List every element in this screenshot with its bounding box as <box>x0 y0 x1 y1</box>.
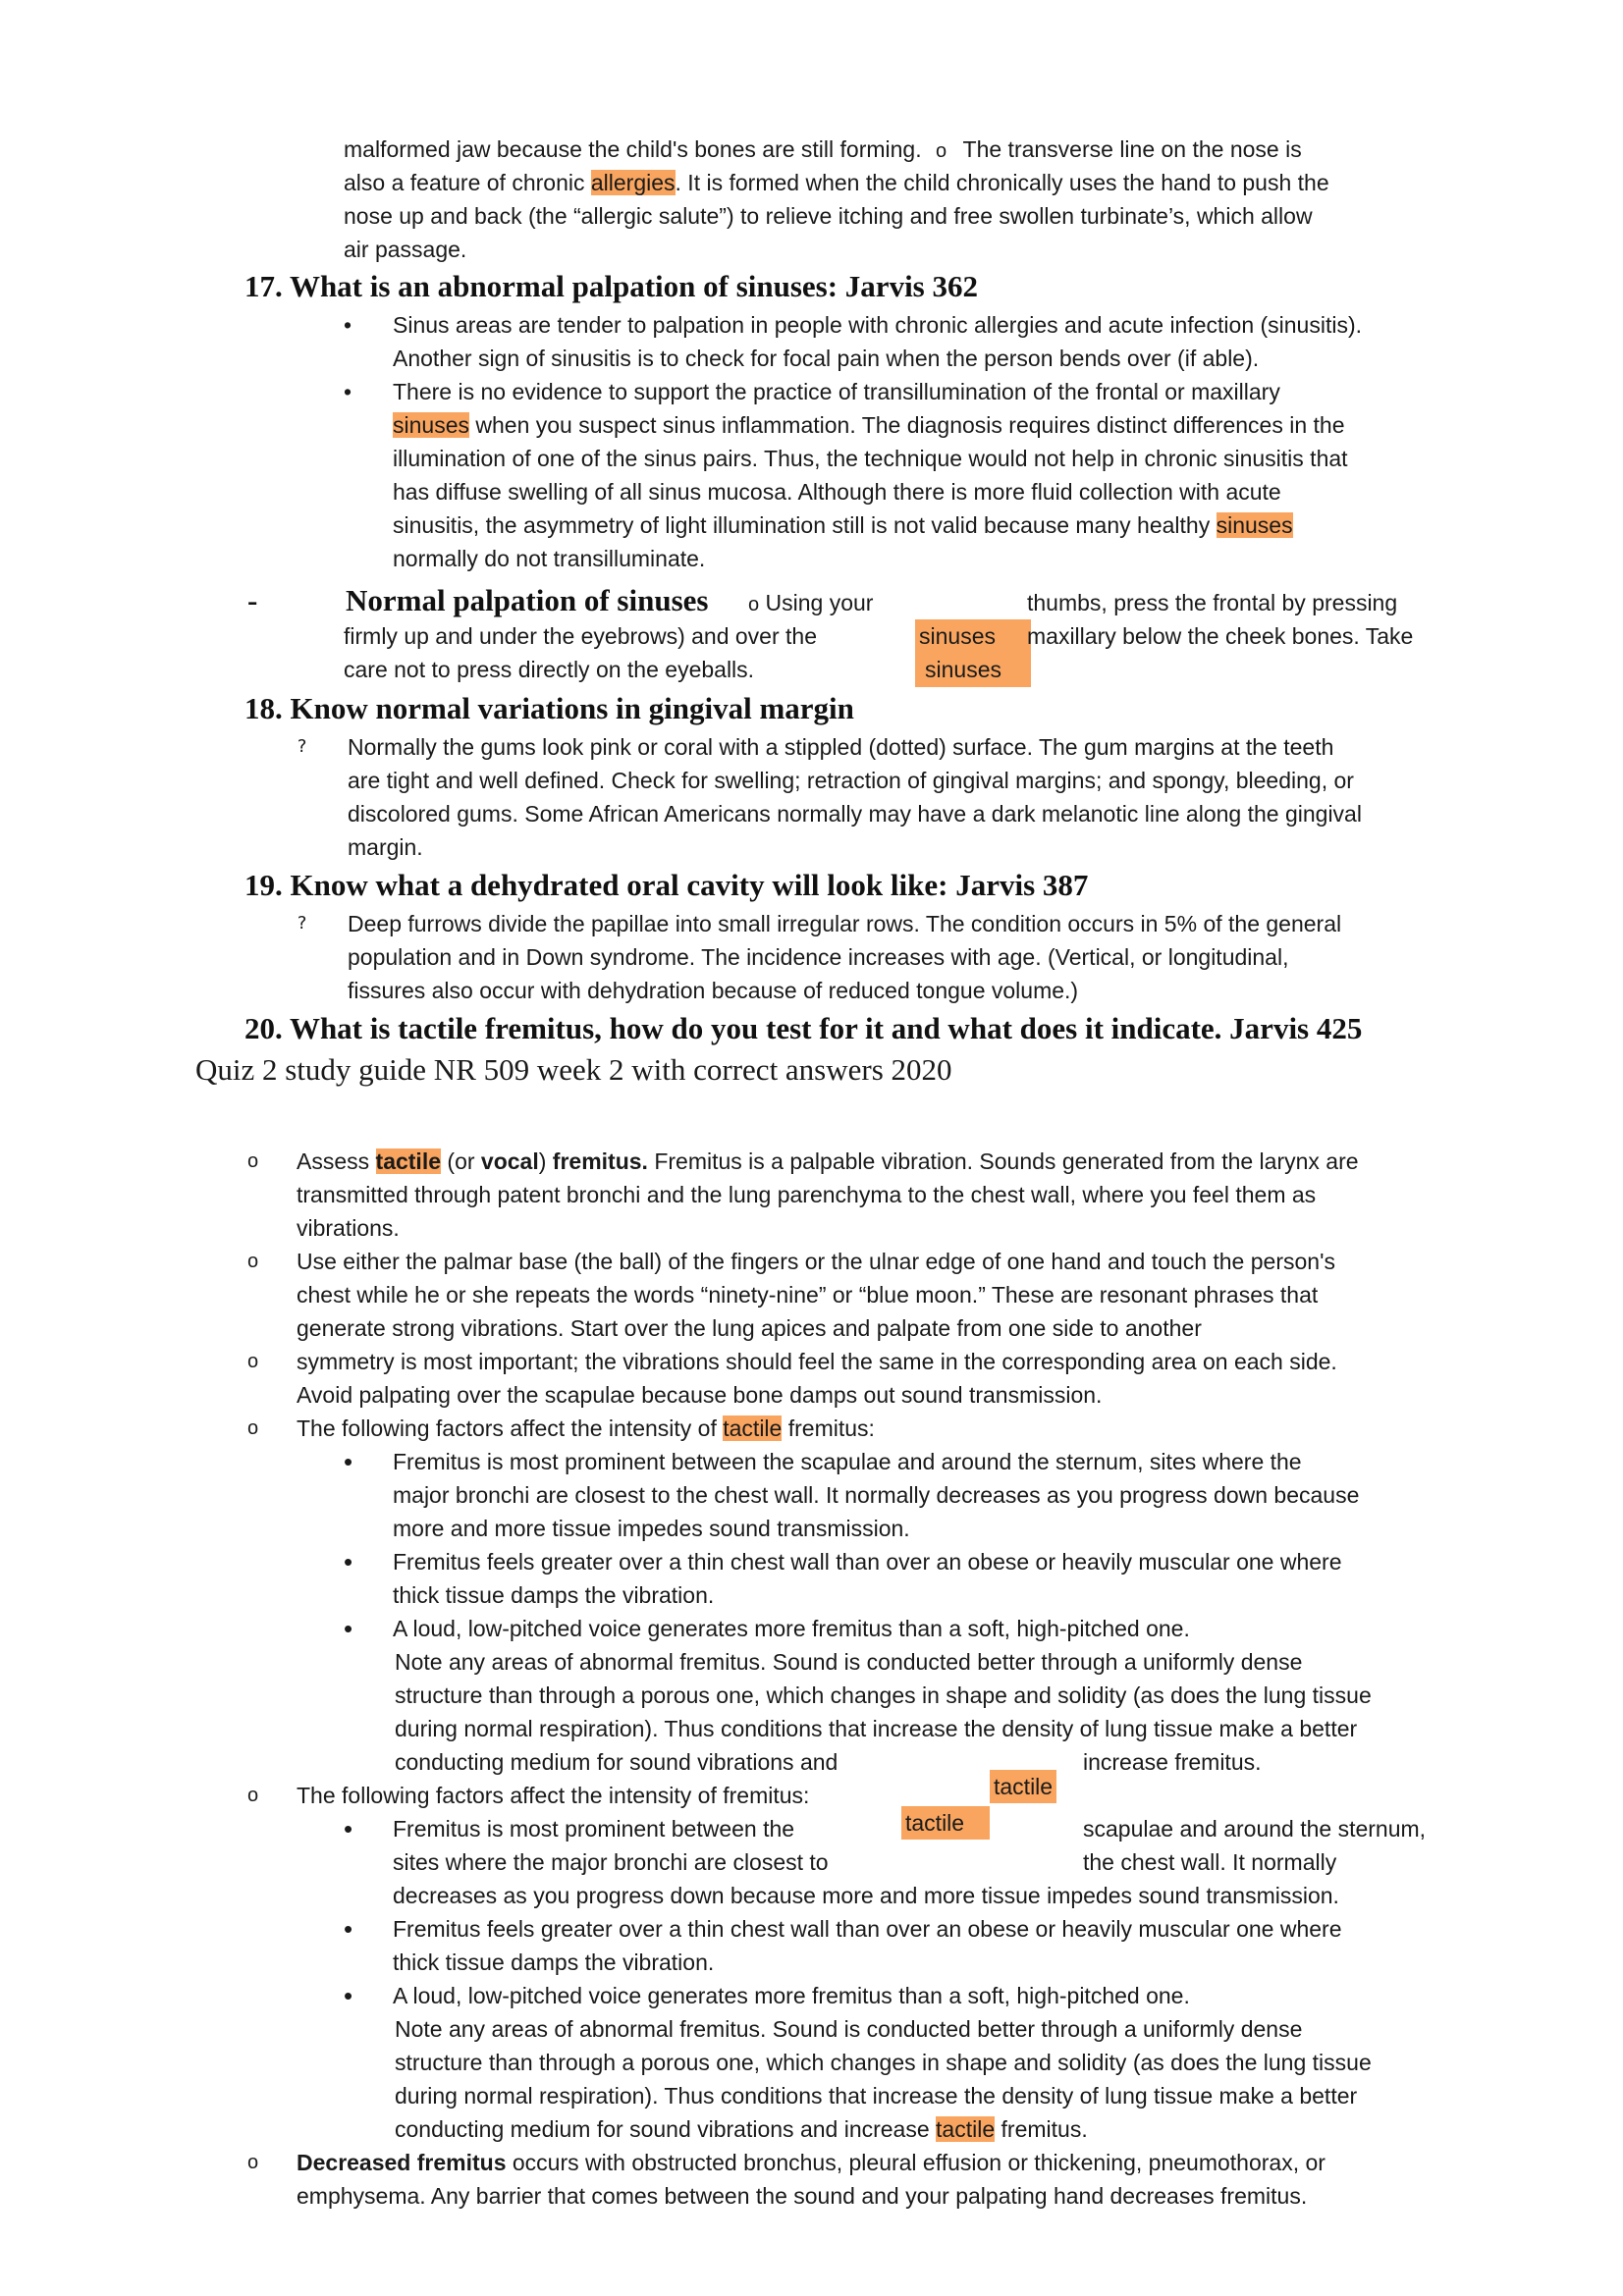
s3-line-1: symmetry is most important; the vibrations should feel the same in the corresponding area on each side. <box>297 1349 1337 1374</box>
normal-line-2a: firmly up and under the eyebrows) and over the <box>344 623 817 649</box>
q17-bullet-1-line-2: Another sign of sinusitis is to check for focal pain when the person bends over (if able). <box>393 346 1260 371</box>
q17-bullet-2-line-1: There is no evidence to support the practice of transillumination of the frontal or maxillary <box>393 379 1280 404</box>
s4-bullet-2-line-2: thick tissue damps the vibration. <box>393 1582 715 1608</box>
intro-line-3: nose up and back (the “allergic salute”) to relieve itching and free swollen turbinate’s, which allow <box>344 203 1313 229</box>
q17-bullet-2-line-4: has diffuse swelling of all sinus mucosa. Although there is more fluid collection with acute <box>393 479 1281 505</box>
s5-bullet-1-line-2b: the chest wall. It normally <box>1083 1849 1337 1875</box>
q17-bullet-2-line-6: normally do not transilluminate. <box>393 546 706 571</box>
normal-line-1a <box>748 586 873 621</box>
s4-note-line-4a: conducting medium for sound vibrations and <box>395 1749 839 1775</box>
circle-bullet-icon: o <box>247 1351 259 1372</box>
s6-line-2: emphysema. Any barrier that comes between the sound and your palpating hand decreases fremitus. <box>297 2183 1308 2209</box>
bullet-icon: • <box>344 1914 353 1944</box>
s4-note-line-1: Note any areas of abnormal fremitus. Sound is conducted better through a uniformly dense <box>395 1649 1303 1675</box>
s4-bullet-3-line-1: A loud, low-pitched voice generates more fremitus than a soft, high-pitched one. <box>393 1616 1190 1641</box>
s5-bullet-3-line-1: A loud, low-pitched voice generates more fremitus than a soft, high-pitched one. <box>393 1983 1190 2008</box>
q17-bullet-2-line-5 <box>393 508 1293 542</box>
missing-glyph-icon: ? <box>297 913 307 934</box>
highlight-sinuses-box <box>915 619 1031 687</box>
highlight-tactile: tactile <box>990 1770 1056 1803</box>
circle-bullet-icon: o <box>247 2152 259 2173</box>
intro-line-2 <box>344 166 1329 199</box>
q17-bullet-2-line-3: illumination of one of the sinus pairs. Thus, the technique would not help in chronic sinusitis that <box>393 446 1348 471</box>
s4-bullet-1-line-1: Fremitus is most prominent between the scapulae and around the sternum, sites where the <box>393 1449 1302 1474</box>
s4-line-1 <box>297 1412 875 1445</box>
s1-text: (or <box>441 1148 481 1174</box>
highlight-allergies: allergies <box>590 170 676 195</box>
s5-bullet-2-line-2: thick tissue damps the vibration. <box>393 1949 715 1975</box>
s5-bullet-1-line-3: decreases as you progress down because more and more tissue impedes sound transmission. <box>393 1883 1339 1908</box>
normal-line-1b: thumbs, press the frontal by pressing <box>1027 590 1398 615</box>
q17-bullet-1-line-1: Sinus areas are tender to palpation in people with chronic allergies and acute infection (sinusitis). <box>393 312 1363 338</box>
s1-text: Fremitus is a palpable vibration. Sounds generated from the larynx are <box>647 1148 1359 1174</box>
s5-text: fremitus. <box>995 2116 1088 2142</box>
s6-line-1 <box>297 2146 1325 2179</box>
s1-text: Assess <box>297 1148 376 1174</box>
highlight-sinuses: sinuses <box>925 657 1001 682</box>
s5-note-line-2: structure than through a porous one, which changes in shape and solidity (as does the lung tissue <box>395 2050 1372 2075</box>
highlight-tactile: tactile <box>936 2116 996 2142</box>
page-footer-title: Quiz 2 study guide NR 509 week 2 with correct answers 2020 <box>195 1052 952 1087</box>
s4-note-line-3: during normal respiration). Thus conditions that increase the density of lung tissue make a better <box>395 1716 1358 1741</box>
q18-line-1: Normally the gums look pink or coral with a stippled (dotted) surface. The gum margins at the teeth <box>348 734 1334 760</box>
normal-text: Using your <box>765 590 874 615</box>
question-20-heading: 20. What is tactile fremitus, how do you test for it and what does it indicate. Jarvis 425 <box>244 1011 1363 1045</box>
s5-note-line-1: Note any areas of abnormal fremitus. Sound is conducted better through a uniformly dense <box>395 2016 1303 2042</box>
s3-line-2: Avoid palpating over the scapulae because bone damps out sound transmission. <box>297 1382 1103 1408</box>
s1-bold-text: fremitus. <box>552 1148 648 1174</box>
s4-note-line-2: structure than through a porous one, which changes in shape and solidity (as does the lung tissue <box>395 1682 1372 1708</box>
intro-text: The transverse line on the nose is <box>962 136 1302 162</box>
s1-line-3: vibrations. <box>297 1215 400 1241</box>
q17-bullet-2-line-2 <box>393 408 1345 442</box>
circle-bullet-icon: o <box>936 140 947 162</box>
bullet-icon: • <box>344 1547 353 1576</box>
bullet-icon: • <box>344 1814 353 1843</box>
s4-text: fremitus: <box>782 1415 875 1441</box>
s2-line-3: generate strong vibrations. Start over the lung apices and palpate from one side to another <box>297 1315 1202 1341</box>
s2-line-2: chest while he or she repeats the words “ninety-nine” or “blue moon.” These are resonant phrases that <box>297 1282 1319 1308</box>
circle-bullet-icon: o <box>748 594 760 615</box>
intro-text: . It is formed when the child chronically uses the hand to push the <box>675 170 1329 195</box>
s4-text: The following factors affect the intensity of <box>297 1415 724 1441</box>
intro-line-4: air passage. <box>344 237 467 262</box>
s4-bullet-2-line-1: Fremitus feels greater over a thin chest wall than over an obese or heavily muscular one where <box>393 1549 1342 1575</box>
s6-bold-text: Decreased fremitus <box>297 2150 507 2175</box>
s5-bullet-1-line-1b: scapulae and around the sternum, <box>1083 1816 1427 1842</box>
s5-line-1: The following factors affect the intensity of fremitus: <box>297 1783 810 1808</box>
s5-bullet-1-line-2a: sites where the major bronchi are closest to <box>393 1849 829 1875</box>
q18-line-4: margin. <box>348 834 423 860</box>
bullet-icon: • <box>344 1614 353 1643</box>
s4-note-line-4b: increase fremitus. <box>1083 1749 1262 1775</box>
bullet-icon: • <box>344 1447 353 1476</box>
circle-bullet-icon: o <box>247 1417 259 1439</box>
bullet-icon: • <box>344 379 352 404</box>
highlight-sinuses: sinuses <box>919 623 996 649</box>
s5-note-line-3: during normal respiration). Thus conditions that increase the density of lung tissue make a better <box>395 2083 1358 2109</box>
circle-bullet-icon: o <box>247 1251 259 1272</box>
highlight-sinuses: sinuses <box>1216 512 1293 538</box>
q17-text: when you suspect sinus inflammation. The diagnosis requires distinct differences in the <box>468 412 1345 438</box>
bullet-icon: • <box>344 312 352 338</box>
q18-line-2: are tight and well defined. Check for swelling; retraction of gingival margins; and spongy, bleeding, or <box>348 768 1354 793</box>
q18-line-3: discolored gums. Some African Americans normally may have a dark melanotic line along the gingival <box>348 801 1362 827</box>
normal-line-3: care not to press directly on the eyeballs. <box>344 657 755 682</box>
q19-line-2: population and in Down syndrome. The incidence increases with age. (Vertical, or longitudinal, <box>348 944 1289 970</box>
highlight-tactile: tactile <box>723 1415 783 1441</box>
highlight-tactile: tactile <box>901 1806 990 1840</box>
s6-text: occurs with obstructed bronchus, pleural effusion or thickening, pneumothorax, or <box>506 2150 1325 2175</box>
s4-bullet-1-line-3: more and more tissue impedes sound transmission. <box>393 1516 910 1541</box>
bullet-icon: • <box>344 1981 353 2010</box>
normal-line-2b: maxillary below the cheek bones. Take <box>1027 623 1414 649</box>
s2-line-1: Use either the palmar base (the ball) of the fingers or the ulnar edge of one hand and touch the person's <box>297 1249 1335 1274</box>
s4-bullet-1-line-2: major bronchi are closest to the chest wall. It normally decreases as you progress down because <box>393 1482 1360 1508</box>
s5-text: conducting medium for sound vibrations and increase <box>395 2116 937 2142</box>
question-18-heading: 18. Know normal variations in gingival margin <box>244 691 854 725</box>
missing-glyph-icon: ? <box>297 736 307 757</box>
circle-bullet-icon: o <box>247 1150 259 1172</box>
s5-bullet-2-line-1: Fremitus feels greater over a thin chest wall than over an obese or heavily muscular one where <box>393 1916 1342 1942</box>
circle-bullet-icon: o <box>247 1785 259 1806</box>
highlight-sinuses: sinuses <box>393 412 469 438</box>
s1-text: ) <box>538 1148 553 1174</box>
intro-text: also a feature of chronic <box>344 170 585 195</box>
intro-line-1 <box>344 133 1302 168</box>
s5-note-line-4 <box>395 2112 1088 2146</box>
dash-bullet-icon: - <box>247 583 258 617</box>
intro-text: malformed jaw because the child's bones are still forming. <box>344 136 922 162</box>
q17-text: sinusitis, the asymmetry of light illumination still is not valid because many healthy <box>393 512 1211 538</box>
q19-line-1: Deep furrows divide the papillae into small irregular rows. The condition occurs in 5% of the general <box>348 911 1342 936</box>
s1-line-1 <box>297 1145 1359 1178</box>
highlight-tactile: tactile <box>375 1148 442 1174</box>
question-17-heading: 17. What is an abnormal palpation of sinuses: Jarvis 362 <box>244 269 978 303</box>
s1-line-2: transmitted through patent bronchi and the lung parenchyma to the chest wall, where you feel them as <box>297 1182 1317 1207</box>
question-19-heading: 19. Know what a dehydrated oral cavity will look like: Jarvis 387 <box>244 868 1089 902</box>
q19-line-3: fissures also occur with dehydration because of reduced tongue volume.) <box>348 978 1079 1003</box>
normal-palpation-heading: Normal palpation of sinuses <box>346 583 709 617</box>
s5-bullet-1-line-1a: Fremitus is most prominent between the <box>393 1816 795 1842</box>
s1-bold-text: vocal <box>480 1148 539 1174</box>
